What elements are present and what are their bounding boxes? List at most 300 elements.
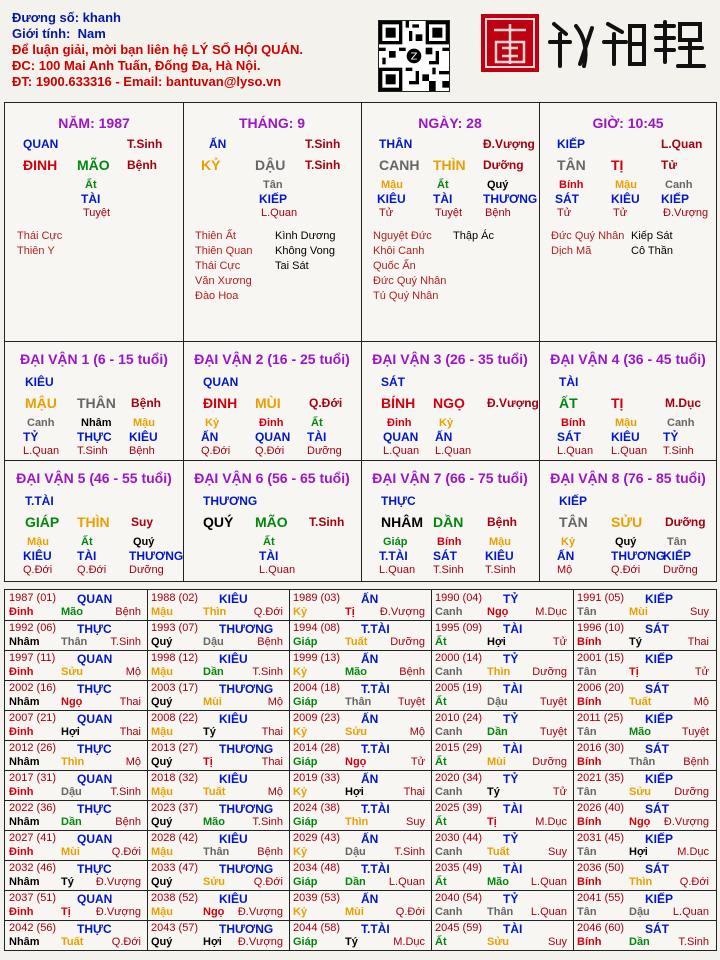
star-item: Kình Dương bbox=[275, 230, 336, 242]
earthly-branch: Dậu bbox=[61, 786, 82, 798]
year-label: 1987 (01) bbox=[9, 592, 57, 604]
annual-cell[interactable] bbox=[149, 801, 291, 831]
year-label: 2018 (32) bbox=[151, 772, 199, 784]
hidden-ten-god: SÁT bbox=[557, 430, 581, 444]
ten-god-label: KIẾP bbox=[645, 712, 674, 726]
ten-god-label: THƯƠNG bbox=[219, 802, 274, 816]
annual-cell[interactable] bbox=[149, 771, 291, 801]
earthly-branch: Hợi bbox=[61, 726, 80, 738]
star-item: Quốc Ấn bbox=[373, 260, 416, 272]
earthly-branch: THÌN bbox=[433, 157, 466, 173]
growth-stage: Q.Đới bbox=[111, 846, 141, 858]
annual-cell[interactable] bbox=[291, 741, 433, 771]
heavenly-stem: Đinh bbox=[9, 906, 34, 918]
growth-stage: Q.Đới bbox=[253, 876, 283, 888]
ten-god-label: THỰC bbox=[381, 494, 416, 508]
header-info bbox=[12, 10, 303, 90]
ten-god-label: TỶ bbox=[503, 652, 519, 666]
annual-cell[interactable] bbox=[291, 681, 433, 711]
earthly-branch: Tị bbox=[345, 606, 355, 618]
ten-god-label: KIÊU bbox=[219, 712, 248, 726]
annual-cell[interactable] bbox=[149, 891, 291, 921]
heavenly-stem: Kỷ bbox=[293, 666, 308, 678]
growth-stage: Mộ bbox=[409, 726, 425, 738]
heavenly-stem: GIÁP bbox=[25, 514, 60, 530]
ten-god-label: QUAN bbox=[77, 772, 113, 786]
heavenly-stem: Ất bbox=[435, 876, 447, 888]
heavenly-stem: Nhâm bbox=[9, 936, 40, 948]
earthly-branch: THÌN bbox=[77, 514, 110, 530]
heavenly-stem: Đinh bbox=[9, 786, 34, 798]
heavenly-stem: Mậu bbox=[151, 726, 173, 738]
annual-cell[interactable] bbox=[575, 891, 717, 921]
growth-stage: M.Dục bbox=[677, 846, 709, 858]
annual-cell[interactable] bbox=[291, 591, 433, 621]
hidden-stem: Canh bbox=[667, 417, 695, 429]
annual-cell[interactable] bbox=[433, 801, 575, 831]
hidden-growth-stage: Bệnh bbox=[129, 445, 155, 457]
growth-stage: Suy bbox=[131, 515, 154, 529]
hidden-growth-stage: T.Sinh bbox=[663, 445, 694, 457]
hidden-stem: Bính bbox=[559, 179, 584, 191]
hidden-stem: Giáp bbox=[383, 536, 408, 548]
growth-stage: Suy bbox=[406, 816, 425, 828]
qr-code-icon[interactable] bbox=[378, 20, 450, 92]
earthly-branch: Ngọ bbox=[203, 906, 225, 918]
annual-cell[interactable] bbox=[7, 741, 149, 771]
earthly-branch: Hợi bbox=[487, 636, 506, 648]
hidden-growth-stage: Tuyệt bbox=[435, 207, 463, 219]
earthly-branch: Hợi bbox=[629, 846, 648, 858]
ten-god-label: KIÊU bbox=[25, 375, 54, 389]
hidden-stem: Tân bbox=[263, 179, 283, 191]
year-label: 2033 (47) bbox=[151, 862, 199, 874]
growth-stage: Bệnh bbox=[257, 636, 283, 648]
annual-cell[interactable] bbox=[291, 861, 433, 891]
growth-stage: Bệnh bbox=[115, 816, 141, 828]
growth-stage: Dưỡng bbox=[483, 158, 524, 172]
growth-stage: Mộ bbox=[267, 786, 283, 798]
annual-cell[interactable] bbox=[433, 891, 575, 921]
ten-god-label: T.TÀI bbox=[361, 802, 390, 816]
annual-cell[interactable] bbox=[149, 831, 291, 861]
heavenly-stem: Kỷ bbox=[293, 906, 308, 918]
ten-god-label: T.TÀI bbox=[25, 494, 54, 508]
ten-god-label: KIẾP bbox=[645, 892, 674, 906]
ten-god-label: THỰC bbox=[77, 922, 112, 936]
star-item: Dịch Mã bbox=[551, 245, 592, 257]
dai-van-title: ĐẠI VẬN 6 (56 - 65 tuổi) bbox=[194, 470, 350, 486]
heavenly-stem: Mậu bbox=[151, 906, 173, 918]
growth-stage: Dưỡng bbox=[674, 786, 709, 798]
heavenly-stem: Ất bbox=[435, 756, 447, 768]
year-label: 2002 (16) bbox=[9, 682, 57, 694]
growth-stage: Đ.Vượng bbox=[487, 396, 539, 410]
auspicious-stars-list bbox=[17, 229, 62, 259]
annual-cell[interactable] bbox=[7, 771, 149, 801]
star-item: Thái Cực bbox=[195, 260, 241, 272]
ten-god-label: THÂN bbox=[379, 137, 413, 151]
ten-god-label: TÀI bbox=[503, 742, 523, 756]
hidden-stem: Ất bbox=[311, 417, 323, 429]
hidden-ten-god: KIẾP bbox=[661, 192, 690, 206]
annual-cell[interactable] bbox=[433, 741, 575, 771]
ten-god-label: THỰC bbox=[77, 742, 112, 756]
annual-cell[interactable] bbox=[575, 921, 717, 951]
year-label: 2042 (56) bbox=[9, 922, 57, 934]
hidden-stem: Mậu bbox=[381, 179, 403, 191]
heavenly-stem: Canh bbox=[435, 786, 463, 798]
growth-stage: Mộ bbox=[125, 666, 141, 678]
annual-cell[interactable] bbox=[291, 921, 433, 951]
heavenly-stem: Nhâm bbox=[9, 756, 40, 768]
growth-stage: T.Sinh bbox=[305, 137, 341, 151]
ten-god-label: TỶ bbox=[503, 712, 519, 726]
ten-god-label: KIẾP bbox=[645, 592, 674, 606]
earthly-branch: Dậu bbox=[487, 696, 508, 708]
grid-divider bbox=[183, 103, 184, 581]
ten-god-label: THỰC bbox=[77, 682, 112, 696]
heavenly-stem: Kỷ bbox=[293, 846, 308, 858]
growth-stage: Thai bbox=[261, 726, 283, 738]
annual-cell[interactable] bbox=[149, 621, 291, 651]
dai-van-5 bbox=[5, 460, 183, 580]
special-stars-list bbox=[275, 229, 335, 274]
earthly-branch: Tị bbox=[61, 906, 71, 918]
grid-divider bbox=[5, 460, 716, 461]
hidden-stem: Mậu bbox=[615, 417, 637, 429]
growth-stage: T.Sinh bbox=[110, 636, 141, 648]
annual-cell[interactable] bbox=[433, 681, 575, 711]
hidden-stem: Bính bbox=[561, 417, 586, 429]
annual-cell[interactable] bbox=[575, 861, 717, 891]
star-item: Thiên Y bbox=[17, 245, 55, 257]
hidden-stem: Ất bbox=[81, 536, 93, 548]
hidden-ten-god: TỶ bbox=[23, 430, 39, 444]
annual-cell[interactable] bbox=[149, 591, 291, 621]
year-label: 2015 (29) bbox=[435, 742, 483, 754]
annual-cell[interactable] bbox=[291, 891, 433, 921]
hidden-growth-stage: Tử bbox=[557, 207, 572, 219]
ten-god-label: QUAN bbox=[23, 137, 59, 151]
annual-cell[interactable] bbox=[291, 831, 433, 861]
hidden-stem: Kỷ bbox=[439, 417, 454, 429]
year-label: 2032 (46) bbox=[9, 862, 57, 874]
annual-cell[interactable] bbox=[575, 591, 717, 621]
growth-stage: Thai bbox=[687, 636, 709, 648]
hidden-ten-god: T.TÀI bbox=[379, 549, 408, 563]
growth-stage: Bệnh bbox=[257, 846, 283, 858]
heavenly-stem: Giáp bbox=[293, 636, 318, 648]
star-item: Văn Xương bbox=[195, 275, 252, 287]
annual-cell[interactable] bbox=[291, 771, 433, 801]
hidden-growth-stage: Dưỡng bbox=[129, 564, 164, 576]
growth-stage: L.Quan bbox=[388, 876, 425, 888]
heavenly-stem: Bính bbox=[577, 696, 602, 708]
ten-god-label: TỶ bbox=[503, 592, 519, 606]
earthly-branch: Mùi bbox=[345, 906, 364, 918]
heavenly-stem: Giáp bbox=[293, 816, 318, 828]
annual-cell[interactable] bbox=[575, 771, 717, 801]
hidden-growth-stage: T.Sinh bbox=[485, 564, 516, 576]
address-line: ĐC: 100 Mai Anh Tuấn, Đống Đa, Hà Nội. bbox=[12, 58, 261, 73]
hidden-ten-god: THƯƠNG bbox=[129, 549, 184, 563]
earthly-branch: Dần bbox=[345, 876, 366, 888]
ten-god-label: TÀI bbox=[503, 922, 523, 936]
hidden-ten-god: KIẾP bbox=[663, 549, 692, 563]
earthly-branch: TỊ bbox=[611, 157, 624, 173]
heavenly-stem: BÍNH bbox=[381, 395, 416, 411]
growth-stage: Q.Đới bbox=[679, 876, 709, 888]
hidden-stem: Bính bbox=[437, 536, 462, 548]
annual-cell[interactable] bbox=[575, 741, 717, 771]
annual-cell[interactable] bbox=[433, 591, 575, 621]
annual-cell[interactable] bbox=[575, 711, 717, 741]
ten-god-label: SÁT bbox=[645, 802, 669, 816]
phone-email-line: ĐT: 1900.633316 - Email: bantuvan@lyso.vn bbox=[12, 74, 282, 89]
heavenly-stem: Nhâm bbox=[9, 696, 40, 708]
ten-god-label: TÀI bbox=[503, 622, 523, 636]
ten-god-label: THƯƠNG bbox=[203, 494, 258, 508]
ten-god-label: QUAN bbox=[77, 832, 113, 846]
heavenly-stem: CANH bbox=[379, 157, 420, 173]
earthly-branch: Thìn bbox=[629, 876, 653, 888]
hidden-ten-god: THƯƠNG bbox=[611, 549, 666, 563]
heavenly-stem: Mậu bbox=[151, 606, 173, 618]
year-label: 2003 (17) bbox=[151, 682, 199, 694]
annual-cell[interactable] bbox=[7, 801, 149, 831]
heavenly-stem: Tân bbox=[577, 666, 597, 678]
annual-cell[interactable] bbox=[575, 621, 717, 651]
heavenly-stem: Bính bbox=[577, 816, 602, 828]
annual-cell[interactable] bbox=[149, 711, 291, 741]
heavenly-stem: Kỷ bbox=[293, 726, 308, 738]
year-label: 2039 (53) bbox=[293, 892, 341, 904]
heavenly-stem: TÂN bbox=[557, 157, 586, 173]
star-item: Thiên Quan bbox=[195, 245, 253, 257]
svg-text:Z: Z bbox=[410, 51, 418, 63]
growth-stage: Mộ bbox=[267, 696, 283, 708]
ten-god-label: TÀI bbox=[503, 802, 523, 816]
ten-god-label: SÁT bbox=[381, 375, 405, 389]
hidden-growth-stage: L.Quan bbox=[259, 564, 296, 576]
year-label: 2009 (23) bbox=[293, 712, 341, 724]
annual-cell[interactable] bbox=[433, 921, 575, 951]
ten-god-label: QUAN bbox=[77, 652, 113, 666]
annual-cell[interactable] bbox=[7, 681, 149, 711]
hidden-growth-stage: L.Quan bbox=[383, 445, 420, 457]
hidden-stem: Kỷ bbox=[205, 417, 220, 429]
hidden-growth-stage: Q.Đới bbox=[201, 445, 231, 457]
growth-stage: M.Dục bbox=[393, 936, 425, 948]
annual-cell[interactable] bbox=[7, 831, 149, 861]
star-item: Tai Sát bbox=[275, 260, 309, 272]
heavenly-stem: Mậu bbox=[151, 846, 173, 858]
year-label: 1990 (04) bbox=[435, 592, 483, 604]
year-label: 2020 (34) bbox=[435, 772, 483, 784]
heavenly-stem: Nhâm bbox=[9, 636, 40, 648]
annual-cell[interactable] bbox=[433, 831, 575, 861]
heavenly-stem: Nhâm bbox=[9, 876, 40, 888]
hidden-ten-god: SÁT bbox=[433, 549, 457, 563]
growth-stage: Tử bbox=[694, 666, 709, 678]
year-label: 2024 (38) bbox=[293, 802, 341, 814]
annual-cell[interactable] bbox=[7, 861, 149, 891]
hidden-stem: Ất bbox=[263, 536, 275, 548]
earthly-branch: Dậu bbox=[345, 846, 366, 858]
year-label: 1996 (10) bbox=[577, 622, 625, 634]
annual-cell[interactable] bbox=[433, 861, 575, 891]
hidden-growth-stage: Q.Đới bbox=[77, 564, 107, 576]
earthly-branch: Hợi bbox=[203, 936, 222, 948]
earthly-branch: Thân bbox=[203, 846, 230, 858]
earthly-branch: Tý bbox=[345, 936, 358, 948]
heavenly-stem: ẤT bbox=[559, 395, 578, 411]
ten-god-label: THƯƠNG bbox=[219, 742, 274, 756]
growth-stage: T.Sinh bbox=[110, 786, 141, 798]
ten-god-label: T.TÀI bbox=[361, 742, 390, 756]
dai-van-2 bbox=[183, 341, 361, 461]
annual-cell[interactable] bbox=[149, 921, 291, 951]
dai-van-title: ĐẠI VẬN 3 (26 - 35 tuổi) bbox=[372, 351, 528, 367]
heavenly-stem: Giáp bbox=[293, 696, 318, 708]
hidden-ten-god: KIÊU bbox=[377, 192, 406, 206]
dai-van-1 bbox=[5, 341, 183, 461]
hidden-growth-stage: L.Quan bbox=[261, 207, 298, 219]
earthly-branch: Ngọ bbox=[629, 816, 651, 828]
growth-stage: Tuyệt bbox=[539, 696, 567, 708]
hidden-ten-god: SÁT bbox=[555, 192, 579, 206]
earthly-branch: Mão bbox=[345, 666, 367, 678]
annual-cell[interactable] bbox=[575, 651, 717, 681]
ten-god-label: THỰC bbox=[77, 862, 112, 876]
hidden-growth-stage: L.Quan bbox=[557, 445, 594, 457]
earthly-branch: Mão bbox=[629, 726, 651, 738]
hidden-stem: Mậu bbox=[615, 179, 637, 191]
star-item: Cô Thần bbox=[631, 245, 673, 257]
annual-cell[interactable] bbox=[291, 651, 433, 681]
annual-cell[interactable] bbox=[7, 921, 149, 951]
ten-god-label: THƯƠNG bbox=[219, 922, 274, 936]
ten-god-label: T.TÀI bbox=[361, 862, 390, 876]
year-label: 2005 (19) bbox=[435, 682, 483, 694]
earthly-branch: Tý bbox=[203, 726, 216, 738]
annual-cell[interactable] bbox=[433, 621, 575, 651]
ten-god-label: ẤN bbox=[361, 712, 379, 726]
annual-cell[interactable] bbox=[149, 681, 291, 711]
heavenly-stem: Đinh bbox=[9, 666, 34, 678]
earthly-branch: Tuất bbox=[629, 696, 652, 708]
annual-cell[interactable] bbox=[7, 891, 149, 921]
annual-luck-table bbox=[4, 589, 717, 951]
earthly-branch: SỬU bbox=[611, 514, 643, 530]
annual-cell[interactable] bbox=[433, 771, 575, 801]
annual-cell[interactable] bbox=[149, 651, 291, 681]
ten-god-label: QUAN bbox=[77, 592, 113, 606]
auspicious-stars-list bbox=[373, 229, 446, 304]
annual-cell[interactable] bbox=[291, 711, 433, 741]
annual-cell[interactable] bbox=[7, 591, 149, 621]
annual-cell[interactable] bbox=[575, 801, 717, 831]
earthly-branch: MÃO bbox=[255, 514, 288, 530]
year-label: 2035 (49) bbox=[435, 862, 483, 874]
ten-god-label: TÀI bbox=[559, 375, 579, 389]
annual-cell[interactable] bbox=[291, 801, 433, 831]
heavenly-stem: Quý bbox=[151, 876, 173, 888]
heavenly-stem: Bính bbox=[577, 876, 602, 888]
growth-stage: T.Sinh bbox=[678, 936, 709, 948]
ten-god-label: SÁT bbox=[645, 622, 669, 636]
heavenly-stem: Bính bbox=[577, 936, 602, 948]
earthly-branch: Hợi bbox=[345, 786, 364, 798]
growth-stage: Q.Đới bbox=[309, 396, 343, 410]
annual-cell[interactable] bbox=[291, 621, 433, 651]
hidden-growth-stage: Tử bbox=[379, 207, 394, 219]
year-label: 2016 (30) bbox=[577, 742, 625, 754]
ten-god-label: KIÊU bbox=[219, 772, 248, 786]
hidden-ten-god: TÀI bbox=[433, 192, 453, 206]
annual-cell[interactable] bbox=[433, 711, 575, 741]
year-label: 2007 (21) bbox=[9, 712, 57, 724]
hidden-stem: Quý bbox=[615, 536, 637, 548]
earthly-branch: Tuất bbox=[487, 846, 510, 858]
growth-stage: Bệnh bbox=[683, 756, 709, 768]
hidden-ten-god: KIÊU bbox=[611, 192, 640, 206]
annual-cell[interactable] bbox=[575, 831, 717, 861]
growth-stage: Tuyệt bbox=[397, 696, 425, 708]
year-label: 1999 (13) bbox=[293, 652, 341, 664]
star-item: Khôi Canh bbox=[373, 245, 425, 257]
annual-cell[interactable] bbox=[7, 651, 149, 681]
heavenly-stem: Quý bbox=[151, 696, 173, 708]
year-label: 2045 (59) bbox=[435, 922, 483, 934]
dai-van-title: ĐẠI VẬN 7 (66 - 75 tuổi) bbox=[372, 470, 528, 486]
growth-stage: Dưỡng bbox=[532, 666, 567, 678]
hidden-growth-stage: L.Quan bbox=[435, 445, 472, 457]
growth-stage: T.Sinh bbox=[309, 515, 345, 529]
ten-god-label: SÁT bbox=[645, 682, 669, 696]
annual-cell[interactable] bbox=[149, 741, 291, 771]
annual-cell[interactable] bbox=[433, 651, 575, 681]
hidden-stem: Mậu bbox=[133, 417, 155, 429]
growth-stage: Đ.Vượng bbox=[95, 906, 141, 918]
annual-cell[interactable] bbox=[149, 861, 291, 891]
growth-stage: T.Sinh bbox=[127, 137, 163, 151]
earthly-branch: Thân bbox=[487, 906, 514, 918]
ten-god-label: ẤN bbox=[361, 772, 379, 786]
ten-god-label: QUAN bbox=[77, 712, 113, 726]
hidden-stem: Tân bbox=[667, 536, 687, 548]
growth-stage: Q.Đới bbox=[111, 936, 141, 948]
growth-stage: Q.Đới bbox=[253, 606, 283, 618]
year-label: 2044 (58) bbox=[293, 922, 341, 934]
annual-cell[interactable] bbox=[7, 621, 149, 651]
annual-cell[interactable] bbox=[7, 711, 149, 741]
ten-god-label: TỶ bbox=[503, 892, 519, 906]
heavenly-stem: ĐINH bbox=[203, 395, 238, 411]
heavenly-stem: Ất bbox=[435, 636, 447, 648]
earthly-branch: MÙI bbox=[255, 395, 281, 411]
earthly-branch: Mão bbox=[61, 606, 83, 618]
dai-van-6 bbox=[183, 460, 361, 580]
heavenly-stem: NHÂM bbox=[381, 514, 423, 530]
earthly-branch: Sửu bbox=[487, 936, 510, 948]
earthly-branch: Sửu bbox=[345, 726, 368, 738]
earthly-branch: Thân bbox=[345, 696, 372, 708]
growth-stage: Q.Đới bbox=[395, 906, 425, 918]
annual-cell[interactable] bbox=[575, 681, 717, 711]
year-label: 2038 (52) bbox=[151, 892, 199, 904]
